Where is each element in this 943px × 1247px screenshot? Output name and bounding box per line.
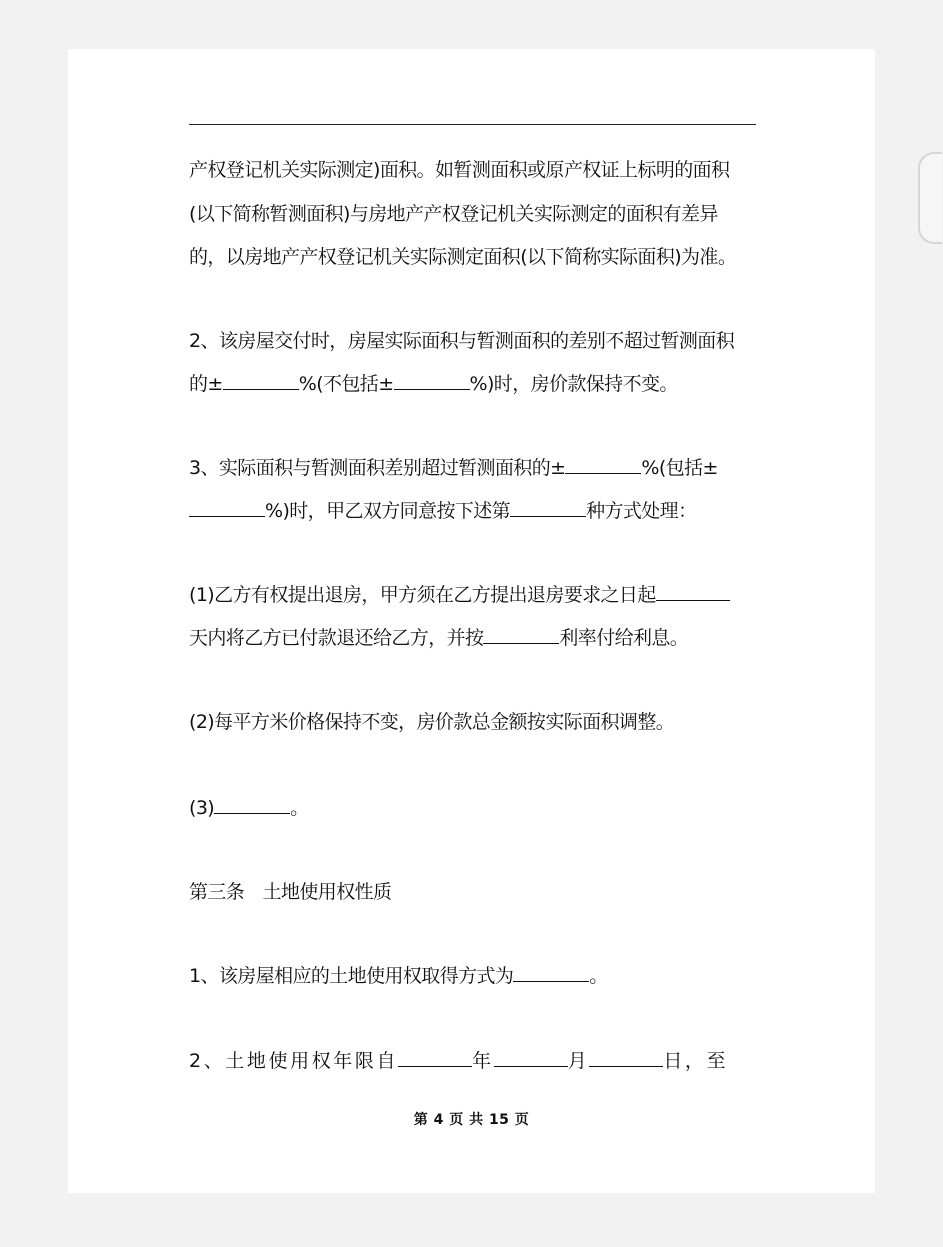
- blank-field: [214, 812, 290, 814]
- text-segment: %(不包括±: [298, 373, 394, 395]
- text-segment: 月: [567, 1050, 590, 1072]
- paragraph-line: (2)每平方米价格保持不变，房价款总金额按实际面积调整。: [189, 711, 675, 733]
- blank-field: [656, 599, 730, 601]
- text-segment: (3): [189, 797, 215, 819]
- paragraph-line: [189, 580, 730, 607]
- text-segment: %)时，房价款保持不变。: [469, 373, 678, 395]
- paragraph-line: 2、该房屋交付时，房屋实际面积与暂测面积的差别不超过暂测面积: [189, 330, 735, 352]
- text-segment: 利率付给利息。: [559, 627, 689, 649]
- blank-field: [565, 472, 641, 474]
- blank-field: [398, 1065, 472, 1067]
- text-segment: 。: [290, 797, 309, 819]
- paragraph-line: [189, 793, 309, 820]
- side-scroll-handle[interactable]: [918, 152, 942, 244]
- text-segment: 。: [589, 965, 608, 987]
- paragraph-line: [189, 369, 678, 396]
- text-segment: %(包括±: [641, 457, 718, 479]
- text-segment: 种方式处理：: [586, 500, 697, 522]
- blank-field: [494, 1065, 568, 1067]
- blank-field: [513, 980, 589, 982]
- paragraph-line: (以下简称暂测面积)与房地产产权登记机关实际测定的面积有差异: [189, 203, 718, 225]
- text-segment: 1、该房屋相应的土地使用权取得方式为: [189, 965, 514, 987]
- document-page: [68, 49, 875, 1193]
- blank-field: [223, 388, 299, 390]
- blank-field: [483, 642, 559, 644]
- page-footer: 第 4 页 共 15 页: [413, 1112, 530, 1128]
- text-segment: 的±: [189, 373, 223, 395]
- text-segment: %)时，甲乙双方同意按下述第: [265, 500, 511, 522]
- blank-field: [189, 515, 265, 517]
- paragraph-line: 的，以房地产产权登记机关实际测定面积(以下简称实际面积)为准。: [189, 246, 737, 268]
- paragraph-line: [189, 961, 608, 988]
- paragraph-line: [189, 496, 696, 523]
- blank-field: [510, 515, 586, 517]
- text-segment: 天内将乙方已付款退还给乙方，并按: [189, 627, 484, 649]
- text-segment: 年: [472, 1050, 494, 1072]
- paragraph-line: [189, 1046, 728, 1073]
- text-segment: 3、实际面积与暂测面积差别超过暂测面积的±: [189, 457, 566, 479]
- header-rule: [189, 124, 756, 125]
- paragraph-line: 产权登记机关实际测定)面积。如暂测面积或原产权证上标明的面积: [189, 159, 730, 181]
- text-segment: (1)乙方有权提出退房，甲方须在乙方提出退房要求之日起: [189, 584, 656, 606]
- text-segment: 日，至: [663, 1050, 729, 1072]
- text-segment: 2、土地使用权年限自: [189, 1050, 399, 1072]
- section-heading: 第三条 土地使用权性质: [189, 881, 392, 903]
- blank-field: [589, 1065, 663, 1067]
- blank-field: [394, 388, 470, 390]
- paragraph-line: [189, 453, 718, 480]
- paragraph-line: [189, 623, 688, 650]
